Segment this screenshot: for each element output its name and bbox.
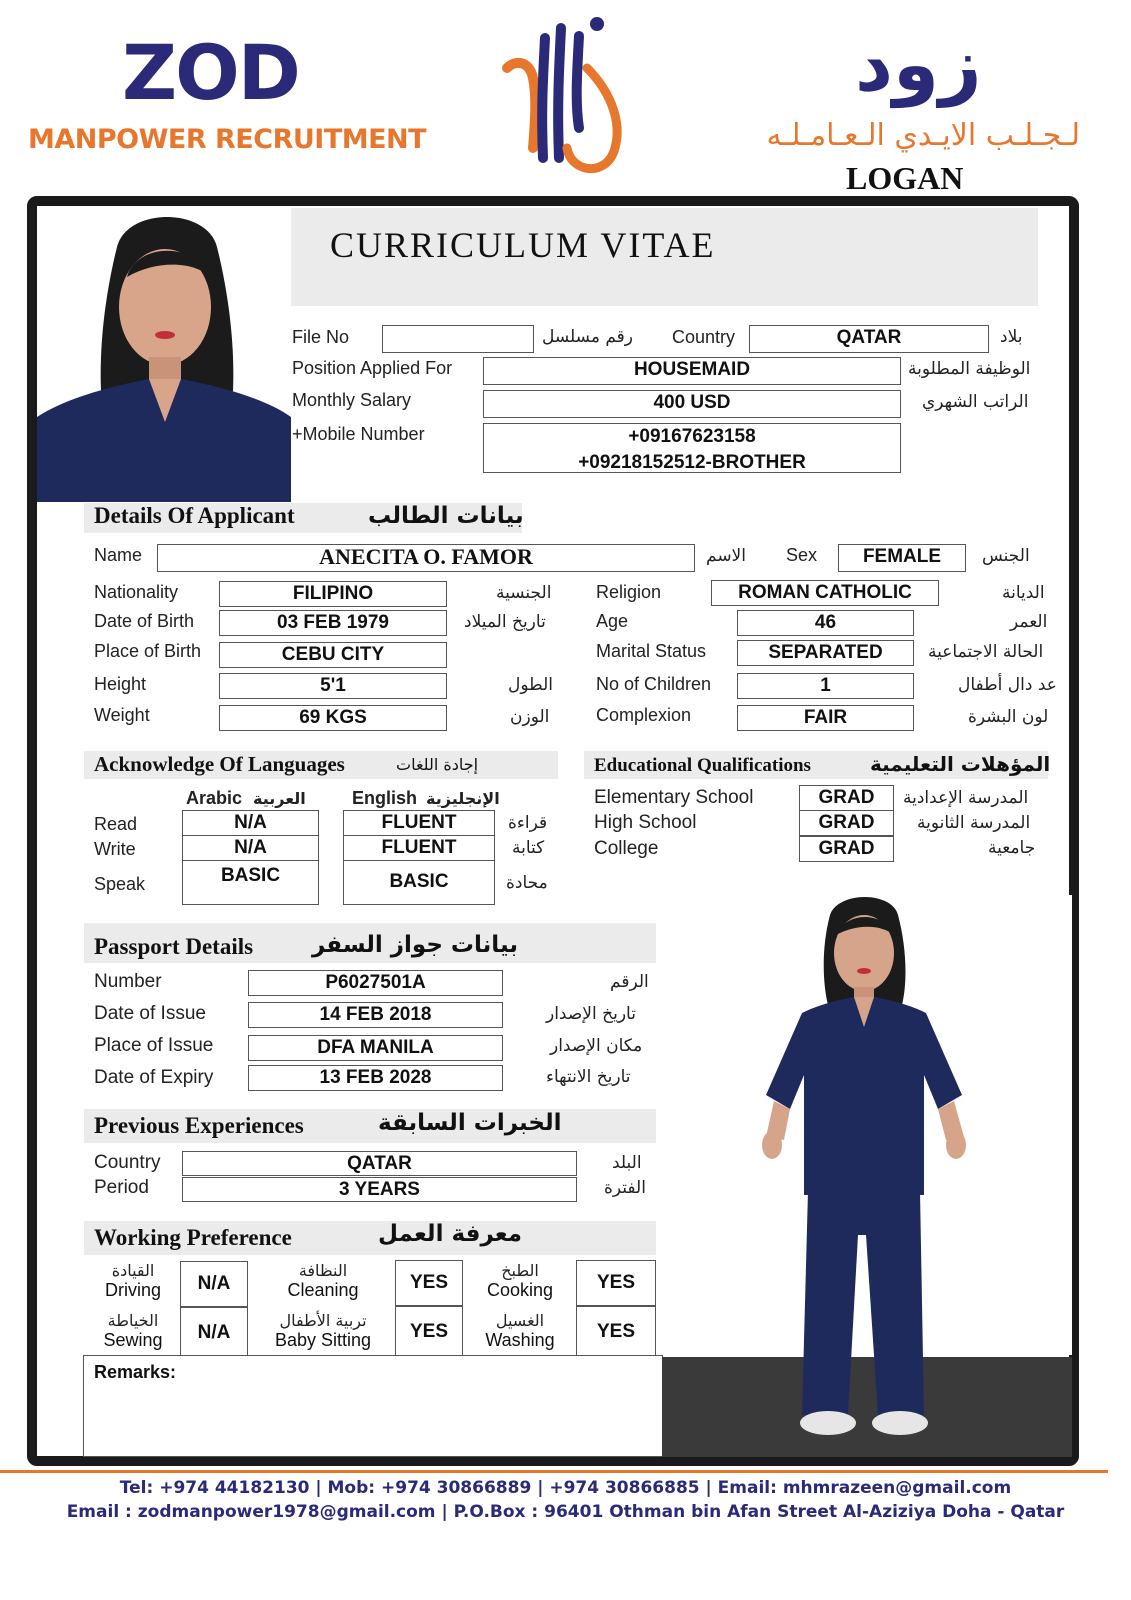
pref-cleaning-en: Cleaning	[287, 1280, 359, 1300]
position-value: HOUSEMAID	[483, 357, 901, 385]
passport-expiry-ar: تاريخ الانتهاء	[546, 1067, 631, 1087]
passport-number-ar: الرقم	[610, 972, 649, 992]
pref-cooking-en: Cooking	[486, 1280, 554, 1300]
pref-cooking-ar: الطبخ	[501, 1261, 539, 1280]
file-no-value	[382, 325, 534, 353]
exp-period-value: 3 YEARS	[182, 1177, 577, 1202]
pref-cooking-label	[474, 1261, 566, 1301]
footer-line-1: Tel: +974 44182130 | Mob: +974 30866889 | +974 30866885 | Email: mhmrazeen@gmail.com	[119, 1478, 1012, 1498]
lang-write-arabic: N/A	[182, 835, 319, 861]
children-label: No of Children	[596, 674, 712, 694]
salary-label: Monthly Salary	[292, 390, 412, 410]
exp-period-label: Period	[94, 1177, 149, 1198]
lang-col-arabic-ar: العربية	[253, 789, 306, 808]
weight-label: Weight	[94, 705, 150, 725]
religion-value: ROMAN CATHOLIC	[711, 580, 939, 606]
salary-ar: الراتب الشهري	[922, 392, 1029, 412]
religion-ar: الديانة	[1002, 583, 1045, 603]
dob-value: 03 FEB 1979	[219, 610, 447, 636]
pref-washing-label	[474, 1311, 566, 1351]
name-ar: الاسم	[706, 546, 746, 566]
passport-title: Passport Details	[94, 934, 254, 959]
position-label: Position Applied For	[292, 358, 453, 378]
experience-title-ar: الخبرات السابقة	[378, 1110, 562, 1136]
country-value: QATAR	[749, 325, 989, 353]
pref-cooking-value: YES	[576, 1260, 656, 1306]
sex-value: FEMALE	[838, 544, 966, 572]
lang-col-english-ar: الإنجليزية	[426, 789, 500, 808]
languages-title: Acknowledge Of Languages	[94, 752, 345, 776]
brand-tagline: MANPOWER RECRUITMENT	[28, 124, 427, 155]
sex-ar: الجنس	[982, 546, 1030, 566]
weight-ar: الوزن	[510, 707, 550, 727]
lang-read-english: FLUENT	[343, 810, 495, 836]
nationality-value: FILIPINO	[219, 581, 447, 607]
lang-write-label: Write	[94, 839, 136, 859]
exp-period-ar: الفترة	[604, 1178, 646, 1198]
passport-issue-value: 14 FEB 2018	[248, 1002, 503, 1028]
lang-read-label: Read	[94, 814, 138, 834]
mobile-label: +Mobile Number	[292, 424, 425, 444]
marital-ar: الحالة الاجتماعية	[928, 642, 1044, 662]
age-label: Age	[596, 611, 629, 631]
lang-speak-ar: محادة	[506, 873, 548, 893]
languages-title-ar: إجادة اللغات	[396, 755, 479, 774]
education-title-ar: المؤهلات التعليمية	[870, 752, 1051, 776]
edu-elementary-ar: المدرسة الإعدادية	[903, 788, 1029, 808]
edu-college-value: GRAD	[799, 836, 894, 862]
brand-logo-text: ZOD	[122, 28, 299, 117]
file-no-label: File No	[292, 327, 350, 347]
height-value: 5'1	[219, 673, 447, 699]
pref-driving-en: Driving	[104, 1280, 161, 1300]
country-label: Country	[672, 327, 736, 347]
sex-label: Sex	[786, 545, 818, 565]
lang-col-english-en: English	[352, 788, 418, 808]
edu-highschool-value: GRAD	[799, 810, 894, 836]
lang-col-arabic-en: Arabic	[186, 788, 243, 808]
name-value: ANECITA O. FAMOR	[157, 544, 695, 572]
mobile-value-2: +09218152512-BROTHER	[578, 452, 806, 473]
lang-write-english: FLUENT	[343, 835, 495, 861]
remarks-label: Remarks:	[94, 1362, 177, 1382]
dob-label: Date of Birth	[94, 611, 195, 631]
pref-washing-value: YES	[576, 1306, 656, 1356]
preference-title: Working Preference	[94, 1225, 292, 1250]
mobile-value	[483, 423, 901, 473]
brand-arabic-tagline: لـجـلـب الايـدي الـعـامـلـه	[766, 118, 1080, 153]
children-ar: عد دال أطفال	[958, 675, 1057, 695]
pob-value: CEBU CITY	[219, 642, 447, 668]
lang-speak-arabic: BASIC	[182, 860, 319, 905]
pref-driving-value: N/A	[180, 1261, 248, 1307]
pref-sewing-label	[92, 1311, 174, 1351]
exp-country-ar: البلد	[612, 1153, 642, 1173]
marital-value: SEPARATED	[737, 640, 914, 666]
pref-washing-ar: الغسيل	[495, 1311, 545, 1330]
education-title: Educational Qualifications	[594, 755, 811, 776]
edu-elementary-label: Elementary School	[594, 787, 754, 808]
passport-place-value: DFA MANILA	[248, 1035, 503, 1061]
name-label: Name	[94, 545, 143, 565]
position-ar: الوظيفة المطلوبة	[908, 359, 1031, 379]
passport-place-label: Place of Issue	[94, 1035, 214, 1056]
nationality-ar: الجنسية	[496, 583, 552, 603]
pob-label: Place of Birth	[94, 641, 202, 661]
lang-speak-label: Speak	[94, 874, 146, 894]
lang-write-ar: كتابة	[512, 838, 545, 858]
pref-driving-label	[92, 1261, 174, 1301]
passport-expiry-label: Date of Expiry	[94, 1067, 214, 1088]
passport-expiry-value: 13 FEB 2028	[248, 1065, 503, 1091]
passport-issue-label: Date of Issue	[94, 1003, 206, 1024]
pref-cleaning-ar: النظافة	[298, 1261, 348, 1280]
pref-washing-en: Washing	[485, 1330, 555, 1350]
cv-title: CURRICULUM VITAE	[330, 225, 716, 265]
pref-babysitting-value: YES	[395, 1306, 463, 1356]
complexion-value: FAIR	[737, 705, 914, 731]
edu-college-ar: جامعية	[988, 838, 1036, 858]
pref-sewing-ar: الخياطة	[107, 1311, 159, 1330]
applicant-portrait	[37, 207, 291, 502]
passport-issue-ar: تاريخ الإصدار	[546, 1004, 636, 1024]
pref-driving-ar: القيادة	[111, 1261, 155, 1280]
lang-speak-english: BASIC	[343, 860, 495, 905]
edu-highschool-label: High School	[594, 812, 697, 833]
lang-col-arabic	[186, 788, 306, 809]
salary-value: 400 USD	[483, 390, 901, 418]
pref-sewing-en: Sewing	[103, 1330, 163, 1350]
children-value: 1	[737, 673, 914, 699]
preference-title-ar: معرفة العمل	[378, 1221, 522, 1247]
applicant-full-body-photo	[662, 895, 1072, 1457]
passport-place-ar: مكان الإصدار	[550, 1036, 643, 1056]
edu-highschool-ar: المدرسة الثانوية	[917, 813, 1031, 833]
pref-babysitting-ar: تربية الأطفال	[279, 1311, 367, 1330]
agency-name: LOGAN	[846, 160, 964, 196]
passport-title-ar: بيانات جواز السفر	[312, 932, 518, 958]
company-emblem-icon	[495, 8, 635, 178]
mobile-value-1: +09167623158	[628, 426, 756, 447]
footer-line-2: Email : zodmanpower1978@gmail.com | P.O.Box : 96401 Othman bin Afan Street Al-Aziziya Doha - Qatar	[66, 1502, 1065, 1522]
dob-ar: تاريخ الميلاد	[464, 612, 546, 632]
lang-col-english	[352, 788, 500, 809]
footer-divider	[0, 1470, 1108, 1473]
edu-elementary-value: GRAD	[799, 785, 894, 811]
religion-label: Religion	[596, 582, 662, 602]
passport-number-value: P6027501A	[248, 970, 503, 996]
file-no-ar: رقم مسلسل	[542, 327, 633, 347]
edu-college-label: College	[594, 838, 659, 859]
height-label: Height	[94, 674, 147, 694]
age-ar: العمر	[1010, 612, 1048, 632]
pref-sewing-value: N/A	[180, 1307, 248, 1357]
details-title-ar: بيانات الطالب	[368, 503, 524, 529]
passport-number-label: Number	[94, 971, 162, 992]
details-title: Details Of Applicant	[94, 503, 295, 528]
pref-cleaning-value: YES	[395, 1260, 463, 1306]
nationality-label: Nationality	[94, 582, 179, 602]
lang-read-ar: قراءة	[508, 813, 548, 833]
pref-babysitting-label	[262, 1311, 384, 1351]
country-ar: بلاد	[1000, 327, 1023, 347]
marital-label: Marital Status	[596, 641, 707, 661]
exp-country-label: Country	[94, 1152, 161, 1173]
weight-value: 69 KGS	[219, 705, 447, 731]
complexion-label: Complexion	[596, 705, 692, 725]
height-ar: الطول	[508, 675, 553, 695]
complexion-ar: لون البشرة	[968, 707, 1049, 727]
lang-read-arabic: N/A	[182, 810, 319, 836]
exp-country-value: QATAR	[182, 1151, 577, 1176]
experience-title: Previous Experiences	[94, 1113, 304, 1138]
brand-arabic-logo: زود	[855, 22, 982, 108]
age-value: 46	[737, 610, 914, 636]
pref-babysitting-en: Baby Sitting	[274, 1330, 372, 1350]
pref-cleaning-label	[262, 1261, 384, 1301]
